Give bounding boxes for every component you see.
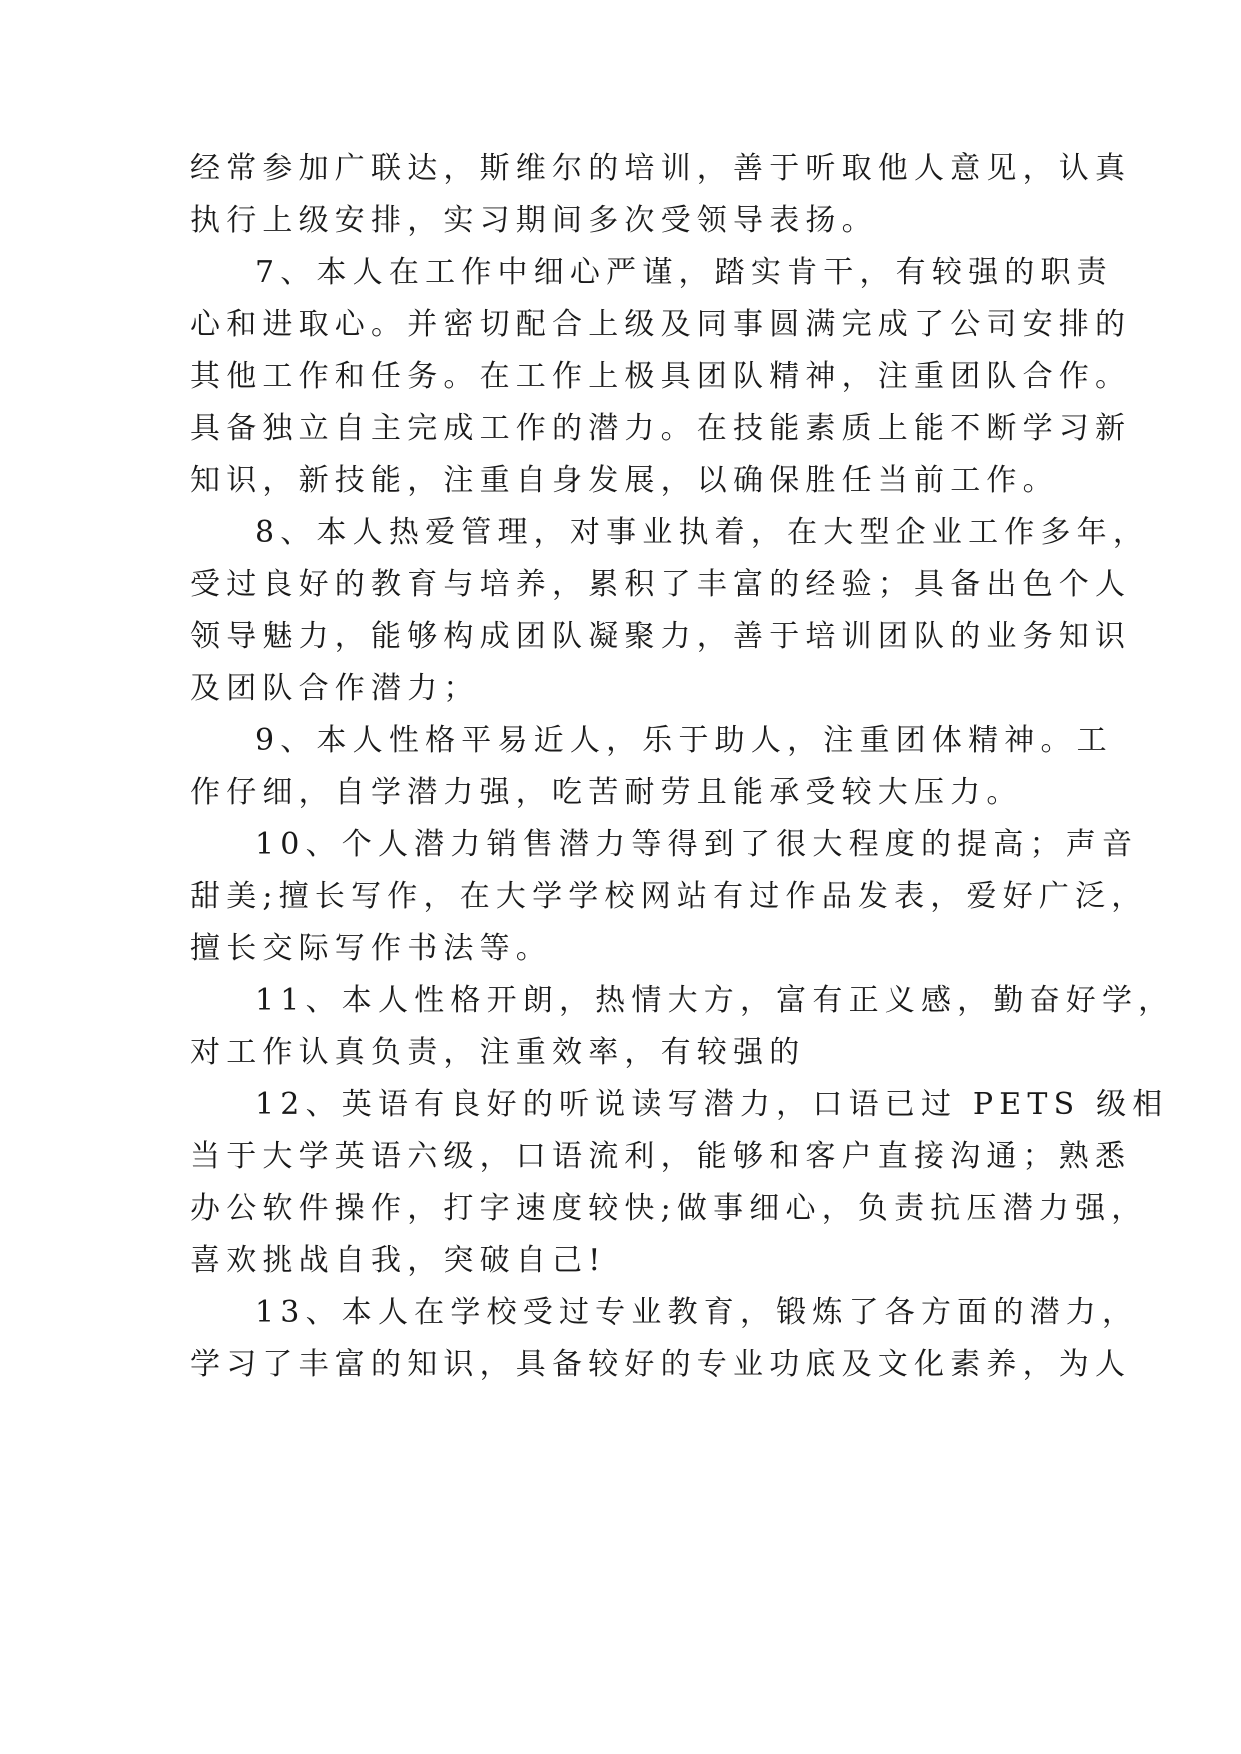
paragraph-10-line-1: 10、个人潜力销售潜力等得到了很大程度的提高；声音 xyxy=(255,827,1139,862)
paragraph-11-line-2: 对工作认真负责，注重效率，有较强的 xyxy=(190,1035,806,1070)
paragraph-7-line-4: 具备独立自主完成工作的潜力。在技能素质上能不断学习新 xyxy=(190,411,1132,446)
paragraph-13-line-1: 13、本人在学校受过专业教育，锻炼了各方面的潜力， xyxy=(255,1295,1139,1330)
paragraph-12-line-2: 当于大学英语六级，口语流利，能够和客户直接沟通；熟悉 xyxy=(190,1139,1132,1174)
paragraph-6-line-1: 经常参加广联达，斯维尔的培训，善于听取他人意见，认真 xyxy=(190,151,1132,186)
paragraph-7-line-3: 其他工作和任务。在工作上极具团队精神，注重团队合作。 xyxy=(190,359,1132,394)
paragraph-8-line-3: 领导魅力，能够构成团队凝聚力，善于培训团队的业务知识 xyxy=(190,619,1132,654)
paragraph-8-line-1: 8、本人热爱管理，对事业执着，在大型企业工作多年， xyxy=(255,515,1150,550)
paragraph-8-line-4: 及团队合作潜力； xyxy=(190,671,480,706)
paragraph-9-line-2: 作仔细，自学潜力强，吃苦耐劳且能承受较大压力。 xyxy=(190,775,1023,810)
paragraph-7-line-5: 知识，新技能，注重自身发展，以确保胜任当前工作。 xyxy=(190,463,1059,498)
paragraph-12-line-3: 办公软件操作，打字速度较快;做事细心，负责抗压潜力强， xyxy=(190,1191,1148,1226)
paragraph-8-line-2: 受过良好的教育与培养，累积了丰富的经验；具备出色个人 xyxy=(190,567,1132,602)
paragraph-11-line-1: 11、本人性格开朗，热情大方，富有正义感，勤奋好学， xyxy=(255,983,1175,1018)
paragraph-13-line-2: 学习了丰富的知识，具备较好的专业功底及文化素养，为人 xyxy=(190,1347,1132,1382)
paragraph-7-line-1: 7、本人在工作中细心严谨，踏实肯干，有较强的职责 xyxy=(255,255,1113,290)
paragraph-7-line-2: 心和进取心。并密切配合上级及同事圆满完成了公司安排的 xyxy=(190,307,1132,342)
paragraph-6-line-2: 执行上级安排，实习期间多次受领导表扬。 xyxy=(190,203,878,238)
paragraph-9-line-1: 9、本人性格平易近人，乐于助人，注重团体精神。工 xyxy=(255,723,1113,758)
paragraph-10-line-3: 擅长交际写作书法等。 xyxy=(190,931,552,966)
paragraph-10-line-2: 甜美;擅长写作，在大学学校网站有过作品发表，爱好广泛， xyxy=(190,879,1148,914)
paragraph-12-line-4: 喜欢挑战自我，突破自己! xyxy=(190,1243,607,1278)
paragraph-12-line-1: 12、英语有良好的听说读写潜力，口语已过 PETS 级相 xyxy=(255,1087,1169,1122)
